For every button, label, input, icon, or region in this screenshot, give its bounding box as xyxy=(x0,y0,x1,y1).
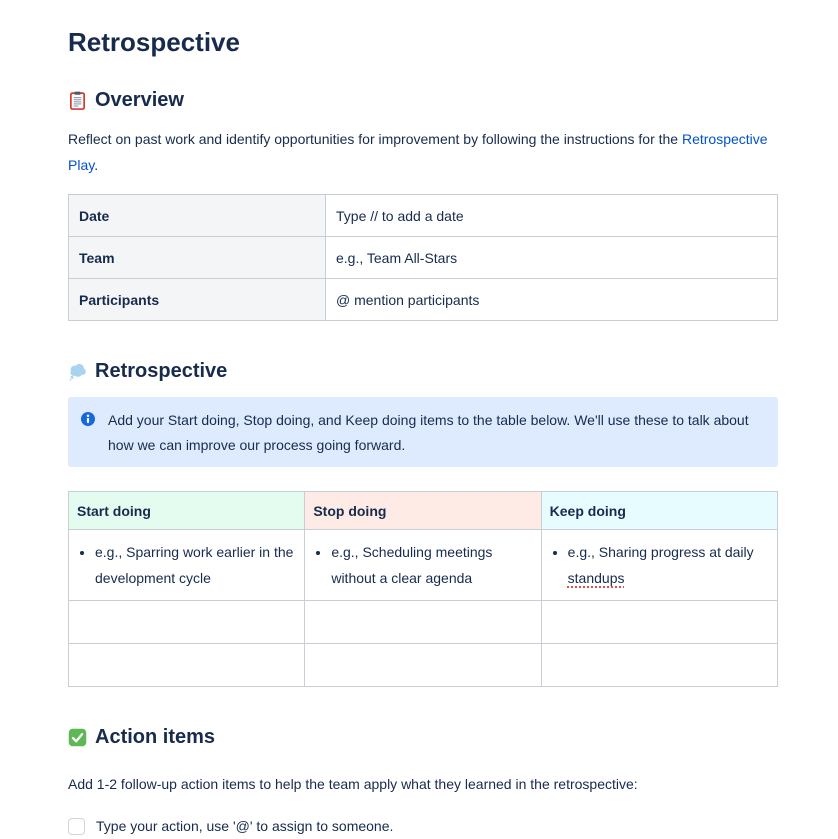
action-items-heading xyxy=(68,725,778,749)
start-doing-header[interactable]: Start doing xyxy=(69,492,305,530)
info-panel-text: Add your Start doing, Stop doing, and Keep doing items to the table below. We'll use these to talk about how we can improve our process going forward. xyxy=(108,412,749,453)
stop-doing-cell[interactable] xyxy=(305,530,541,601)
overview-heading-label: Overview xyxy=(95,89,184,111)
misspelled-word: standups xyxy=(567,570,625,586)
action-items-description: Add 1-2 follow-up action items to help the team apply what they learned in the retrospective: xyxy=(68,776,638,792)
keep-doing-header[interactable]: Keep doing xyxy=(541,492,777,530)
task-checkbox[interactable] xyxy=(68,818,85,835)
date-value-cell[interactable]: Type // to add a date xyxy=(326,195,778,237)
task-label: Type your action, use '@' to assign to someone. xyxy=(96,818,394,834)
table-row xyxy=(69,195,778,237)
check-mark-icon xyxy=(68,728,87,747)
retrospective-play-link[interactable]: Retrospective Play xyxy=(68,131,768,173)
team-label-cell[interactable]: Team xyxy=(69,237,326,279)
table-row xyxy=(69,644,778,687)
retrospective-heading-label: Retrospective xyxy=(95,360,228,382)
table-row xyxy=(69,530,778,601)
empty-cell[interactable] xyxy=(541,601,777,644)
action-items-heading-label: Action items xyxy=(95,726,216,748)
overview-table xyxy=(68,194,778,321)
page-title: Retrospective xyxy=(68,27,240,57)
keep-doing-cell[interactable] xyxy=(541,530,777,601)
list-item: • e.g., Sharing progress at daily standups xyxy=(568,539,769,591)
list-item: • e.g., Scheduling meetings without a clear agenda xyxy=(331,539,532,591)
participants-value-cell[interactable]: @ mention participants xyxy=(326,279,778,321)
team-value-cell[interactable]: e.g., Team All-Stars xyxy=(326,237,778,279)
info-icon xyxy=(80,411,96,427)
thought-bubble-icon xyxy=(68,362,87,381)
overview-description xyxy=(68,126,778,178)
table-row xyxy=(69,237,778,279)
empty-cell[interactable] xyxy=(541,644,777,687)
retro-table xyxy=(68,491,778,687)
overview-description-suffix: . xyxy=(94,157,99,173)
empty-cell[interactable] xyxy=(305,644,541,687)
empty-cell[interactable] xyxy=(69,601,305,644)
info-panel xyxy=(68,397,778,467)
date-label-cell[interactable]: Date xyxy=(69,195,326,237)
empty-cell[interactable] xyxy=(305,601,541,644)
table-row xyxy=(69,601,778,644)
participants-label-cell[interactable]: Participants xyxy=(69,279,326,321)
overview-heading xyxy=(68,88,778,112)
list-item: • e.g., Sparring work earlier in the development cycle xyxy=(95,539,296,591)
clipboard-icon xyxy=(68,91,87,110)
retrospective-heading xyxy=(68,359,778,383)
empty-cell[interactable] xyxy=(69,644,305,687)
start-doing-cell[interactable] xyxy=(69,530,305,601)
table-header-row xyxy=(69,492,778,530)
stop-doing-header[interactable]: Stop doing xyxy=(305,492,541,530)
action-task-item xyxy=(68,813,778,839)
table-row xyxy=(69,279,778,321)
overview-description-text: Reflect on past work and identify opportunities for improvement by following the instructions for the xyxy=(68,131,682,147)
